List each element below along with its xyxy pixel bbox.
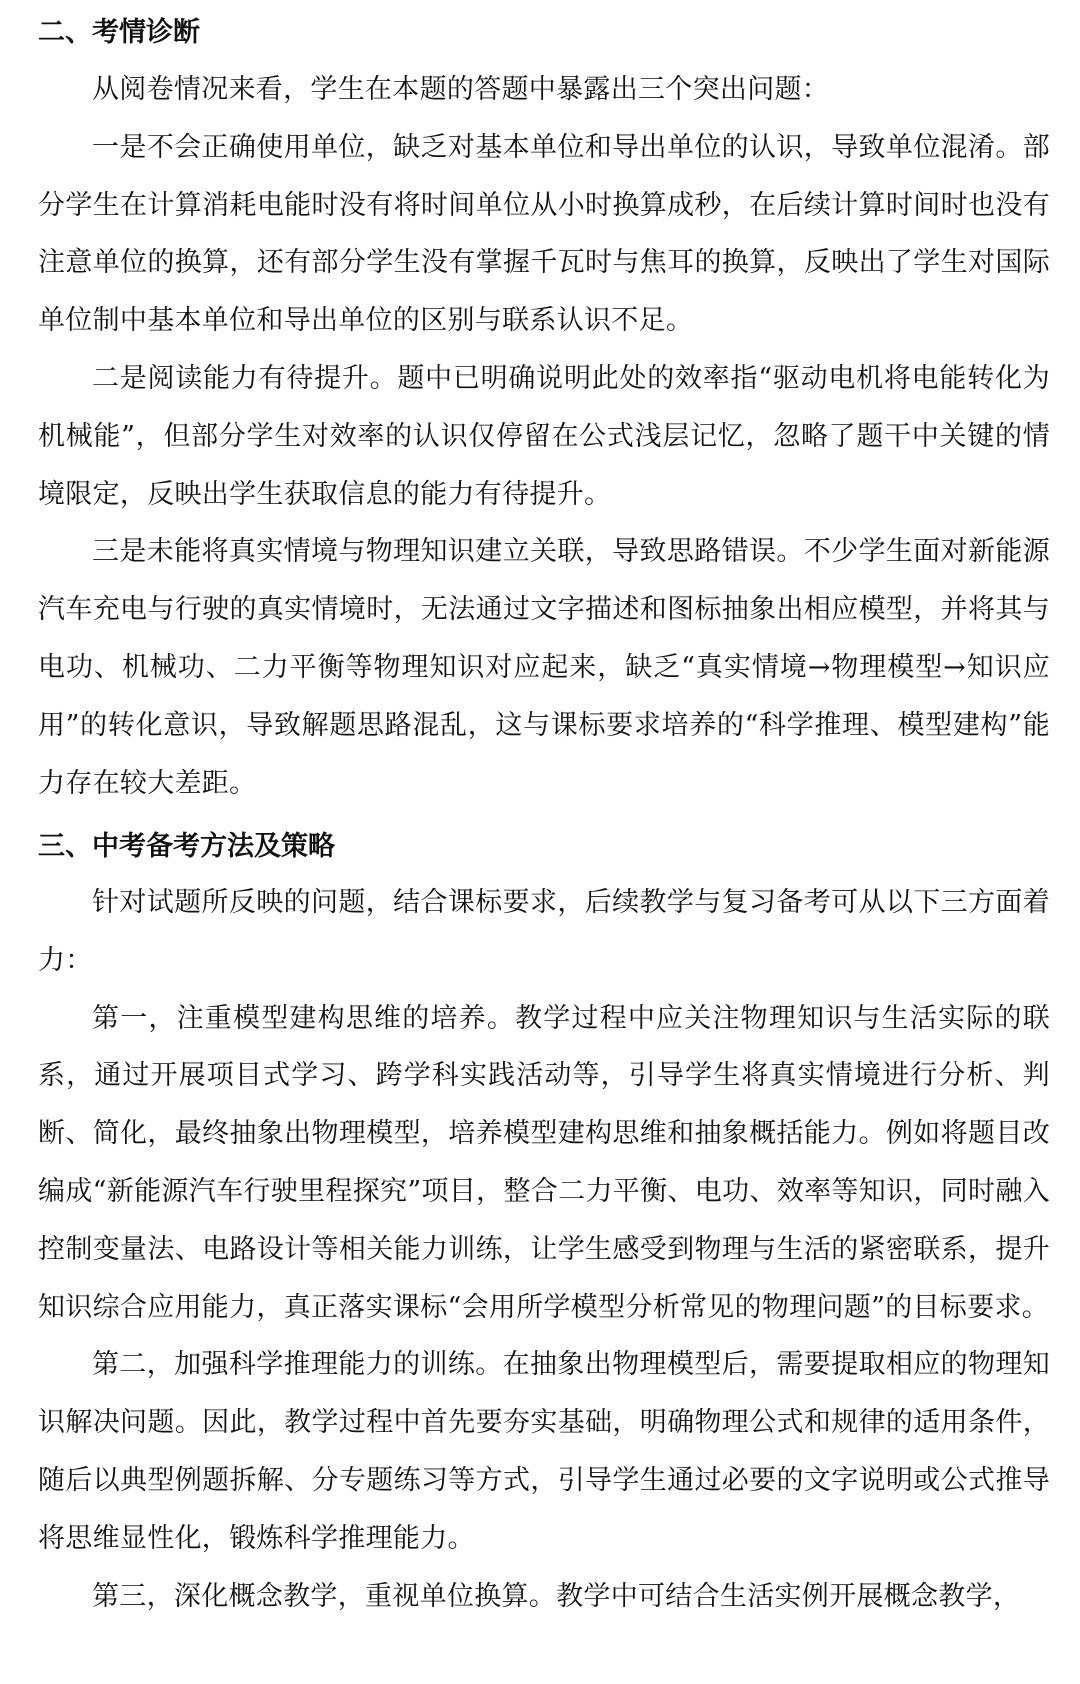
- diagnosis-body: [38, 61, 1050, 812]
- paragraph-problem-units: 一是不会正确使用单位，缺乏对基本单位和导出单位的认识，导致单位混淆。部分学生在计算消耗电能时没有将时间单位从小时换算成秒，在后续计算时间时也没有注意单位的换算，还有部分学生没有掌握千瓦时与焦耳的换算，反映出了学生对国际单位制中基本单位和导出单位的区别与联系认识不足。: [38, 131, 1050, 337]
- paragraph-intro: 从阅卷情况来看，学生在本题的答题中暴露出三个突出问题：: [92, 74, 830, 105]
- section-heading-strategy: 三、中考备考方法及策略: [38, 831, 335, 862]
- section-heading-diagnosis: 二、考情诊断: [38, 17, 200, 48]
- strategy-body: [38, 817, 1050, 1625]
- paragraph-problem-reading: 二是阅读能力有待提升。题中已明确说明此处的效率指“驱动电机将电能转化为机械能”，但部分学生对效率的认识仅停留在公式浅层记忆，忽略了题干中关键的情境限定，反映出学生获取信息的能力有待提升。: [38, 362, 1050, 510]
- paragraph-strategy-third: 第三，深化概念教学，重视单位换算。教学中可结合生活实例开展概念教学，: [92, 1580, 1021, 1612]
- paragraph-strategy-second: 第二，加强科学推理能力的训练。在抽象出物理模型后，需要提取相应的物理知识解决问题。因此，教学过程中首先要夯实基础，明确物理公式和规律的适用条件，随后以典型例题拆解、分专题练习等方式，引导学生通过必要的文字说明或公式推导将思维显性化，锻炼科学推理能力。: [38, 1349, 1050, 1554]
- paragraph-problem-modeling: 三是未能将真实情境与物理知识建立关联，导致思路错误。不少学生面对新能源汽车充电与行驶的真实情境时，无法通过文字描述和图标抽象出相应模型，并将其与电功、机械功、二力平衡等物理知识对应起来，缺乏“真实情境→物理模型→知识应用”的转化意识，导致解题思路混乱，这与课标要求培养的“科学推理、模型建构”能力存在较大差距。: [38, 536, 1050, 799]
- paragraph-strategy-intro: 针对试题所反映的问题，结合课标要求，后续教学与复习备考可从以下三方面着力：: [38, 887, 1050, 976]
- paragraph-strategy-first: 第一，注重模型建构思维的培养。教学过程中应关注物理知识与生活实际的联系，通过开展项目式学习、跨学科实践活动等，引导学生将真实情境进行分析、判断、简化，最终抽象出物理模型，培养模型建构思维和抽象概括能力。例如将题目改编成“新能源汽车行驶里程探究”项目，整合二力平衡、电功、效率等知识，同时融入控制变量法、电路设计等相关能力训练，让学生感受到物理与生活的紧密联系，提升知识综合应用能力，真正落实课标“会用所学模型分析常见的物理问题”的目标要求。: [38, 1002, 1050, 1323]
